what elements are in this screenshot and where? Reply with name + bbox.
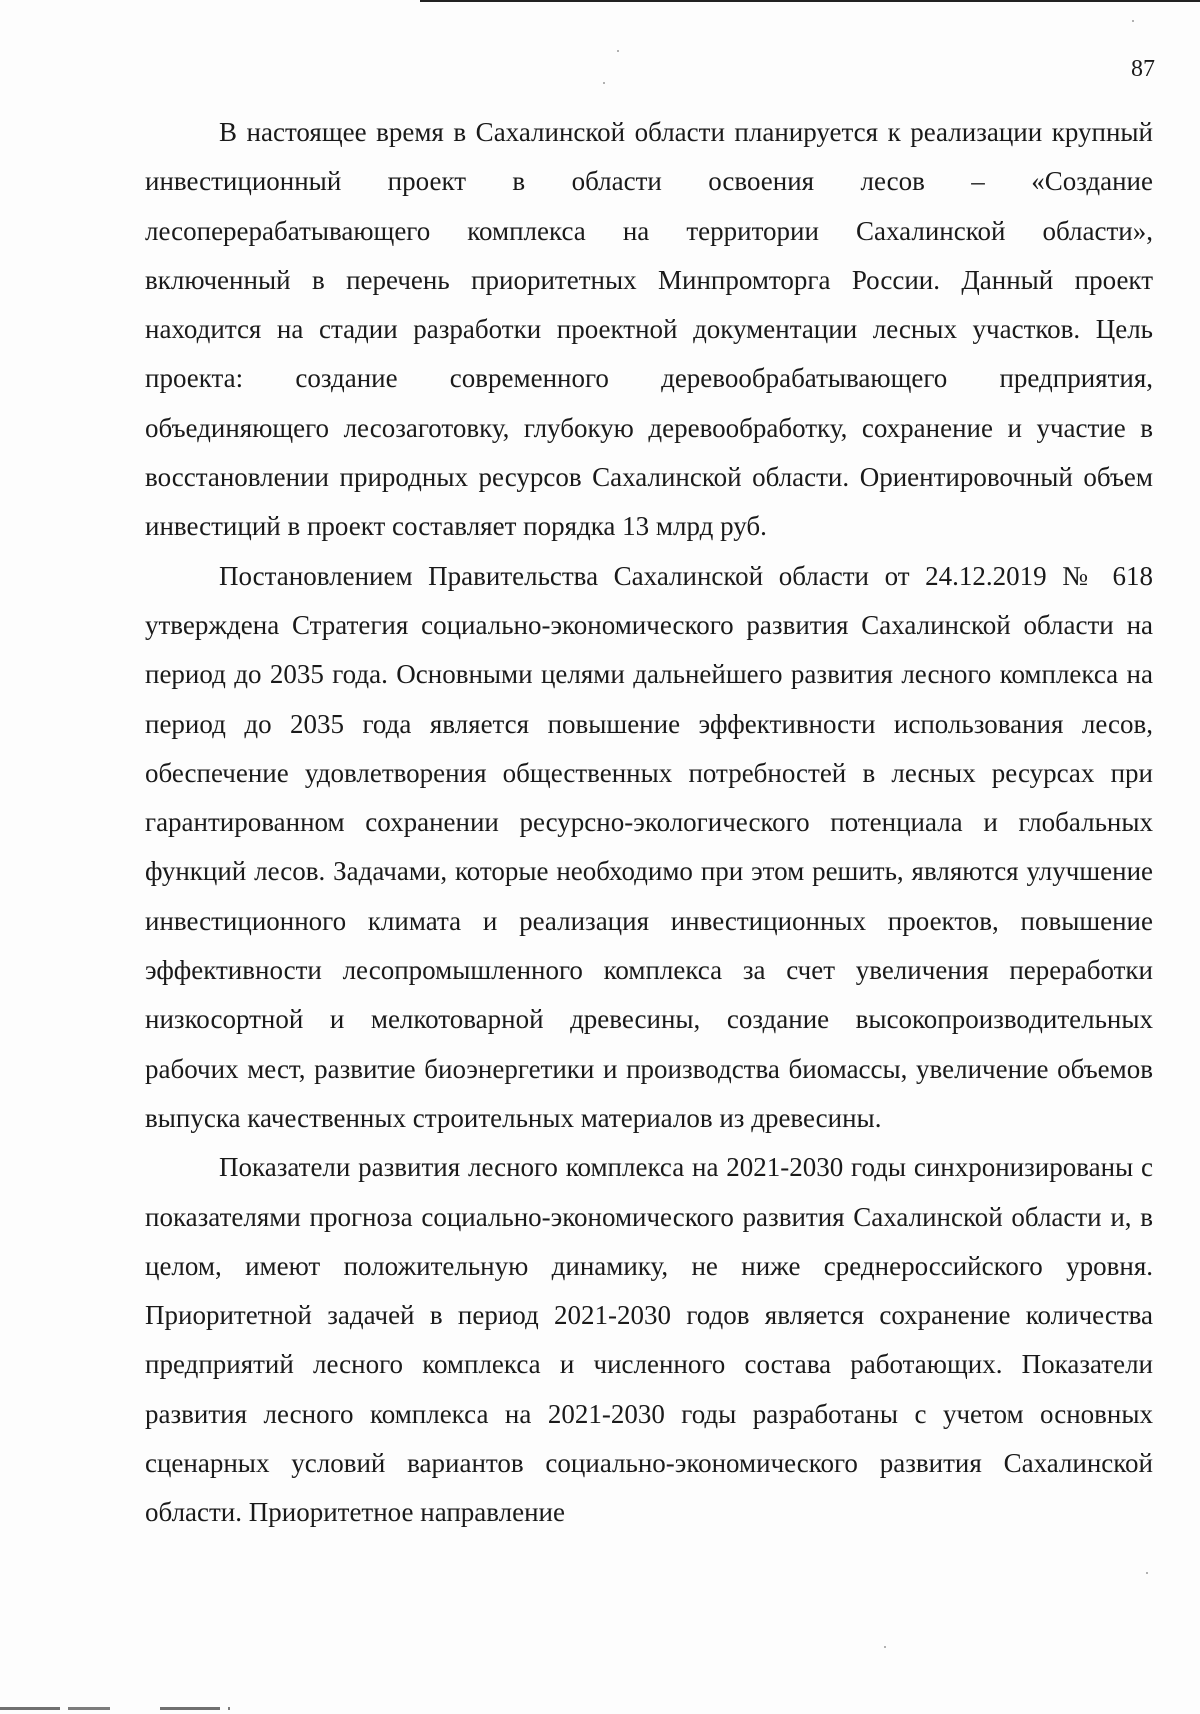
scan-edge-bottom xyxy=(0,1707,230,1710)
paragraph-indicators-2021-2030: Показатели развития лесного комплекса на 2021-2030 годы синхронизированы с показателями прогноза социально-экономического развития Сахалинской области и, в целом, имеют положительную динамику, не ниже среднероссийского уровня. Приоритетной задачей в период 2021-2030 годов является сохранение количества предприятий лесного комплекса и численного состава работающих. Показатели развития лесного комплекса на 2021-2030 годы разработаны с учетом основных сценарных условий вариантов социально-экономического развития Сахалинской области. Приоритетное направление xyxy=(145,1152,1153,1528)
paragraph-strategy-2035: Постановлением Правительства Сахалинской области от 24.12.2019 № 618 утверждена Стратегия социально-экономического развития Сахалинской области на период до 2035 года. Основными целями дальнейшего развития лесного комплекса на период до 2035 года является повышение эффективности использования лесов, обеспечение удовлетворения общественных потребностей в лесных ресурсах при гарантированном сохранении ресурсно-экологического потенциала и глобальных функций лесов. Задачами, которые необходимо при этом решить, являются улучшение инвестиционного климата и реализация инвестиционных проектов, повышение эффективности лесопромышленного комплекса за счет увеличения переработки низкосортной и мелкотоварной древесины, создание высокопроизводительных рабочих мест, развитие биоэнергетики и производства биомассы, увеличение объемов выпуска качественных строительных материалов из древесины. xyxy=(145,560,1153,1133)
scan-speck xyxy=(1146,1572,1148,1574)
page-number: 87 xyxy=(1131,56,1155,82)
scan-edge-top xyxy=(420,0,1200,2)
scan-speck xyxy=(617,50,619,52)
paragraph-investment-project: В настоящее время в Сахалинской области планируется к реализации крупный инвестиционный проект в области освоения лесов – «Создание лесоперерабатывающего комплекса на территории Сахалинской области», включенный в перечень приоритетных Минпромторга России. Данный проект находится на стадии разработки проектной документации лесных участков. Цель проекта: создание современного деревообрабатывающего предприятия, объединяющего лесозаготовку, глубокую деревообработку, сохранение и участие в восстановлении природных ресурсов Сахалинской области. Ориентировочный объем инвестиций в проект составляет порядка 13 млрд руб. xyxy=(145,117,1153,542)
body-text xyxy=(145,108,1153,1538)
scan-speck xyxy=(884,1646,886,1648)
scan-speck xyxy=(603,82,605,84)
scan-speck xyxy=(1132,20,1134,22)
